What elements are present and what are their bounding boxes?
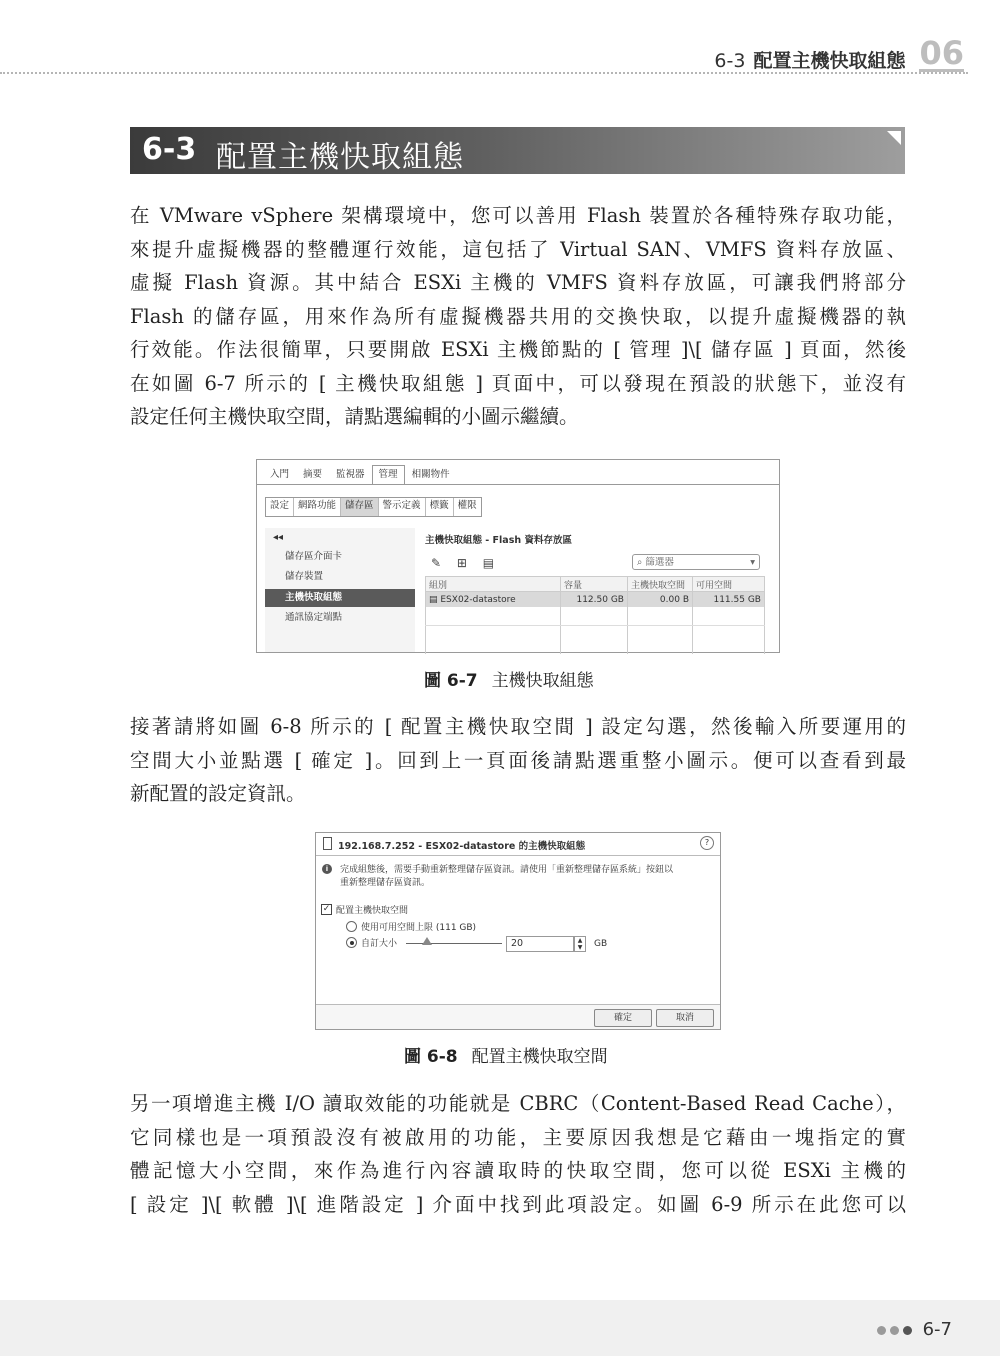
radio-selected-icon[interactable] [346,937,357,948]
paragraph-line: 來提升虛擬機器的整體運行效能，這包括了 Virtual SAN、VMFS 資料存放區、 [130,237,906,261]
datastore-icon [323,837,332,850]
banner-corner-mark [887,131,901,145]
dialog-footer [316,1004,720,1029]
caption-label: 圖 6-8 [404,1047,458,1067]
subtab-permissions[interactable]: 權限 [457,500,477,511]
section-number: 6-3 [142,132,197,167]
radio-icon[interactable] [346,921,357,932]
paragraph-line: Flash 的儲存區，用來作為所有虛擬機器共用的交換快取，以提升虛擬機器的執 [130,304,906,328]
collapse-icon[interactable]: ◂◂ [273,532,284,543]
caption-text: 配置主機快取空間 [471,1047,608,1067]
edit-icon[interactable]: ✎ ⊞ ▤ [431,556,501,570]
paragraph-line: 行效能。作法很簡單，只要開啟 ESXi 主機節點的 [ 管理 ]\[ 儲存區 ] 頁面，然後 [130,338,906,361]
dialog-title: 192.168.7.252 - ESX02-datastore 的主機快取組態 [338,841,586,852]
figure-6-8-dialog [315,832,721,1030]
subtab-alarm-definitions[interactable]: 警示定義 [379,498,426,516]
paragraph-line: 新配置的設定資訊。 [130,782,306,805]
info-line: 完成組態後，需要手動重新整理儲存區資訊。請使用「重新整理儲存區系統」按鈕以 [340,865,674,875]
sub-tabs [265,497,482,517]
subtab-storage[interactable]: 儲存區 [341,498,379,516]
page-number: 6-7 [922,1319,952,1340]
table-row[interactable] [426,592,765,608]
section-title: 配置主機快取組態 [216,140,464,175]
paragraph-line: 在 VMware vSphere 架構環境中，您可以善用 Flash 裝置於各種特殊存取功能， [130,204,906,227]
paragraph-line: 虛擬 Flash 資源。其中結合 ESXi 主機的 VMFS 資料存放區，可讓我們將部分 [130,271,906,294]
cell-free: 111.55 GB [693,592,765,608]
col-header[interactable]: 容量 [561,577,628,592]
paragraph-line: 在如圖 6-7 所示的 [ 主機快取組態 ] 頁面中，可以發現在預設的狀態下，並沒有 [130,371,906,395]
cell-capacity: 112.50 GB [561,592,628,608]
side-item-protocol-endpoints[interactable]: 通訊協定端點 [285,612,343,623]
storage-side-menu [265,528,415,652]
paragraph-line: 接著請將如圖 6-8 所示的 [ 配置主機快取空間 ] 設定勾選，然後輸入所要運用的 [130,715,906,738]
side-item-storage-adapters[interactable]: 儲存區介面卡 [285,551,343,562]
tab-monitor[interactable]: 監視器 [336,469,365,480]
filter-placeholder: 篩選器 [645,557,674,568]
section-banner [130,127,905,174]
col-header[interactable]: 主機快取空間 [628,577,693,592]
tab-related-objects[interactable]: 相關物件 [411,469,450,480]
size-stepper[interactable]: ▲ ▼ [574,936,586,952]
table-row [426,626,765,655]
paragraph-line: 空間大小並點選 [ 確定 ]。回到上一頁面後請點選重整小圖示。便可以查看到最 [130,748,906,772]
caption-label: 圖 6-7 [424,671,478,691]
info-line: 重新整理儲存區資訊。 [340,878,431,888]
info-message [340,864,710,890]
subtab-networking[interactable]: 網路功能 [294,498,341,516]
top-tabs [263,465,457,485]
paragraph-1 [130,199,906,434]
tab-getting-started[interactable]: 入門 [270,469,290,480]
paragraph-line: 另一項增進主機 I/O 讀取效能的功能就是 CBRC（Content-Based Read Cache）， [130,1092,906,1115]
tab-manage[interactable]: 管理 [372,465,405,485]
configure-cache-checkbox[interactable] [321,903,408,916]
info-icon: i [322,864,332,874]
table-row [426,607,765,626]
tab-summary[interactable]: 摘要 [303,469,323,480]
figure-6-7-caption [424,666,594,691]
side-item-storage-devices[interactable]: 儲存裝置 [285,571,324,582]
subtab-tags[interactable]: 標籤 [426,498,454,516]
help-icon[interactable]: ? [700,836,714,850]
col-header[interactable]: 組別 [426,577,561,592]
footer-dots [877,1326,912,1335]
datastore-table [425,576,765,654]
size-input[interactable]: 20 [506,936,574,952]
paragraph-line: [ 設定 ]\[ 軟體 ]\[ 進階設定 ] 介面中找到此項設定。如圖 6-9 所示在此您可以 [130,1192,906,1216]
paragraph-line: 體記憶大小空間，來作為進行內容讀取時的快取空間，您可以從 ESXi 主機的 [130,1159,906,1182]
radio-max-space[interactable] [346,920,476,933]
cell-cache: 0.00 B [628,592,693,608]
radio-label: 自訂大小 [361,939,398,949]
size-unit: GB [594,939,608,949]
chevron-down-icon: ▾ [750,557,755,568]
radio-custom-size[interactable] [346,936,397,949]
subtab-settings[interactable]: 設定 [266,498,294,516]
caption-text: 主機快取組態 [491,671,594,691]
header-divider [0,72,968,74]
checkbox-label: 配置主機快取空間 [336,906,409,916]
col-header[interactable]: 可用空間 [693,577,765,592]
figure-6-7-screenshot [256,459,780,653]
host-cache-panel [425,528,765,652]
size-slider-handle[interactable] [422,937,432,945]
paragraph-line: 它同樣也是一項預設沒有被啟用的功能，主要原因我想是它藉由一塊指定的實 [130,1125,906,1149]
checkbox-checked-icon[interactable]: ✓ [322,904,331,914]
radio-label: 使用可用空間上限 (111 GB) [361,923,477,933]
paragraph-2 [130,710,906,811]
filter-input[interactable]: ⌕ 篩選器 ▾ [632,554,760,570]
ok-button[interactable]: 確定 [594,1009,652,1027]
cancel-button[interactable]: 取消 [656,1009,714,1027]
running-header-section: 6-3 配置主機快取組態 [714,50,906,72]
page-footer [0,1300,1000,1356]
cell-name: ▤ ESX02-datastore [426,592,561,608]
datastore-name: ESX02-datastore [440,594,516,605]
tab-divider [257,484,779,485]
chapter-number: 06 [919,34,964,72]
table-header-row [426,577,765,592]
panel-title: 主機快取組態 - Flash 資料存放區 [425,535,572,546]
side-item-host-cache-config[interactable]: 主機快取組態 [265,589,415,607]
running-header [714,34,964,72]
size-slider-track[interactable] [406,943,502,944]
figure-6-8-caption [404,1042,608,1067]
paragraph-3 [130,1087,906,1221]
paragraph-line: 設定任何主機快取空間，請點選編輯的小圖示繼續。 [130,405,579,428]
dialog-title-bar [316,833,720,856]
